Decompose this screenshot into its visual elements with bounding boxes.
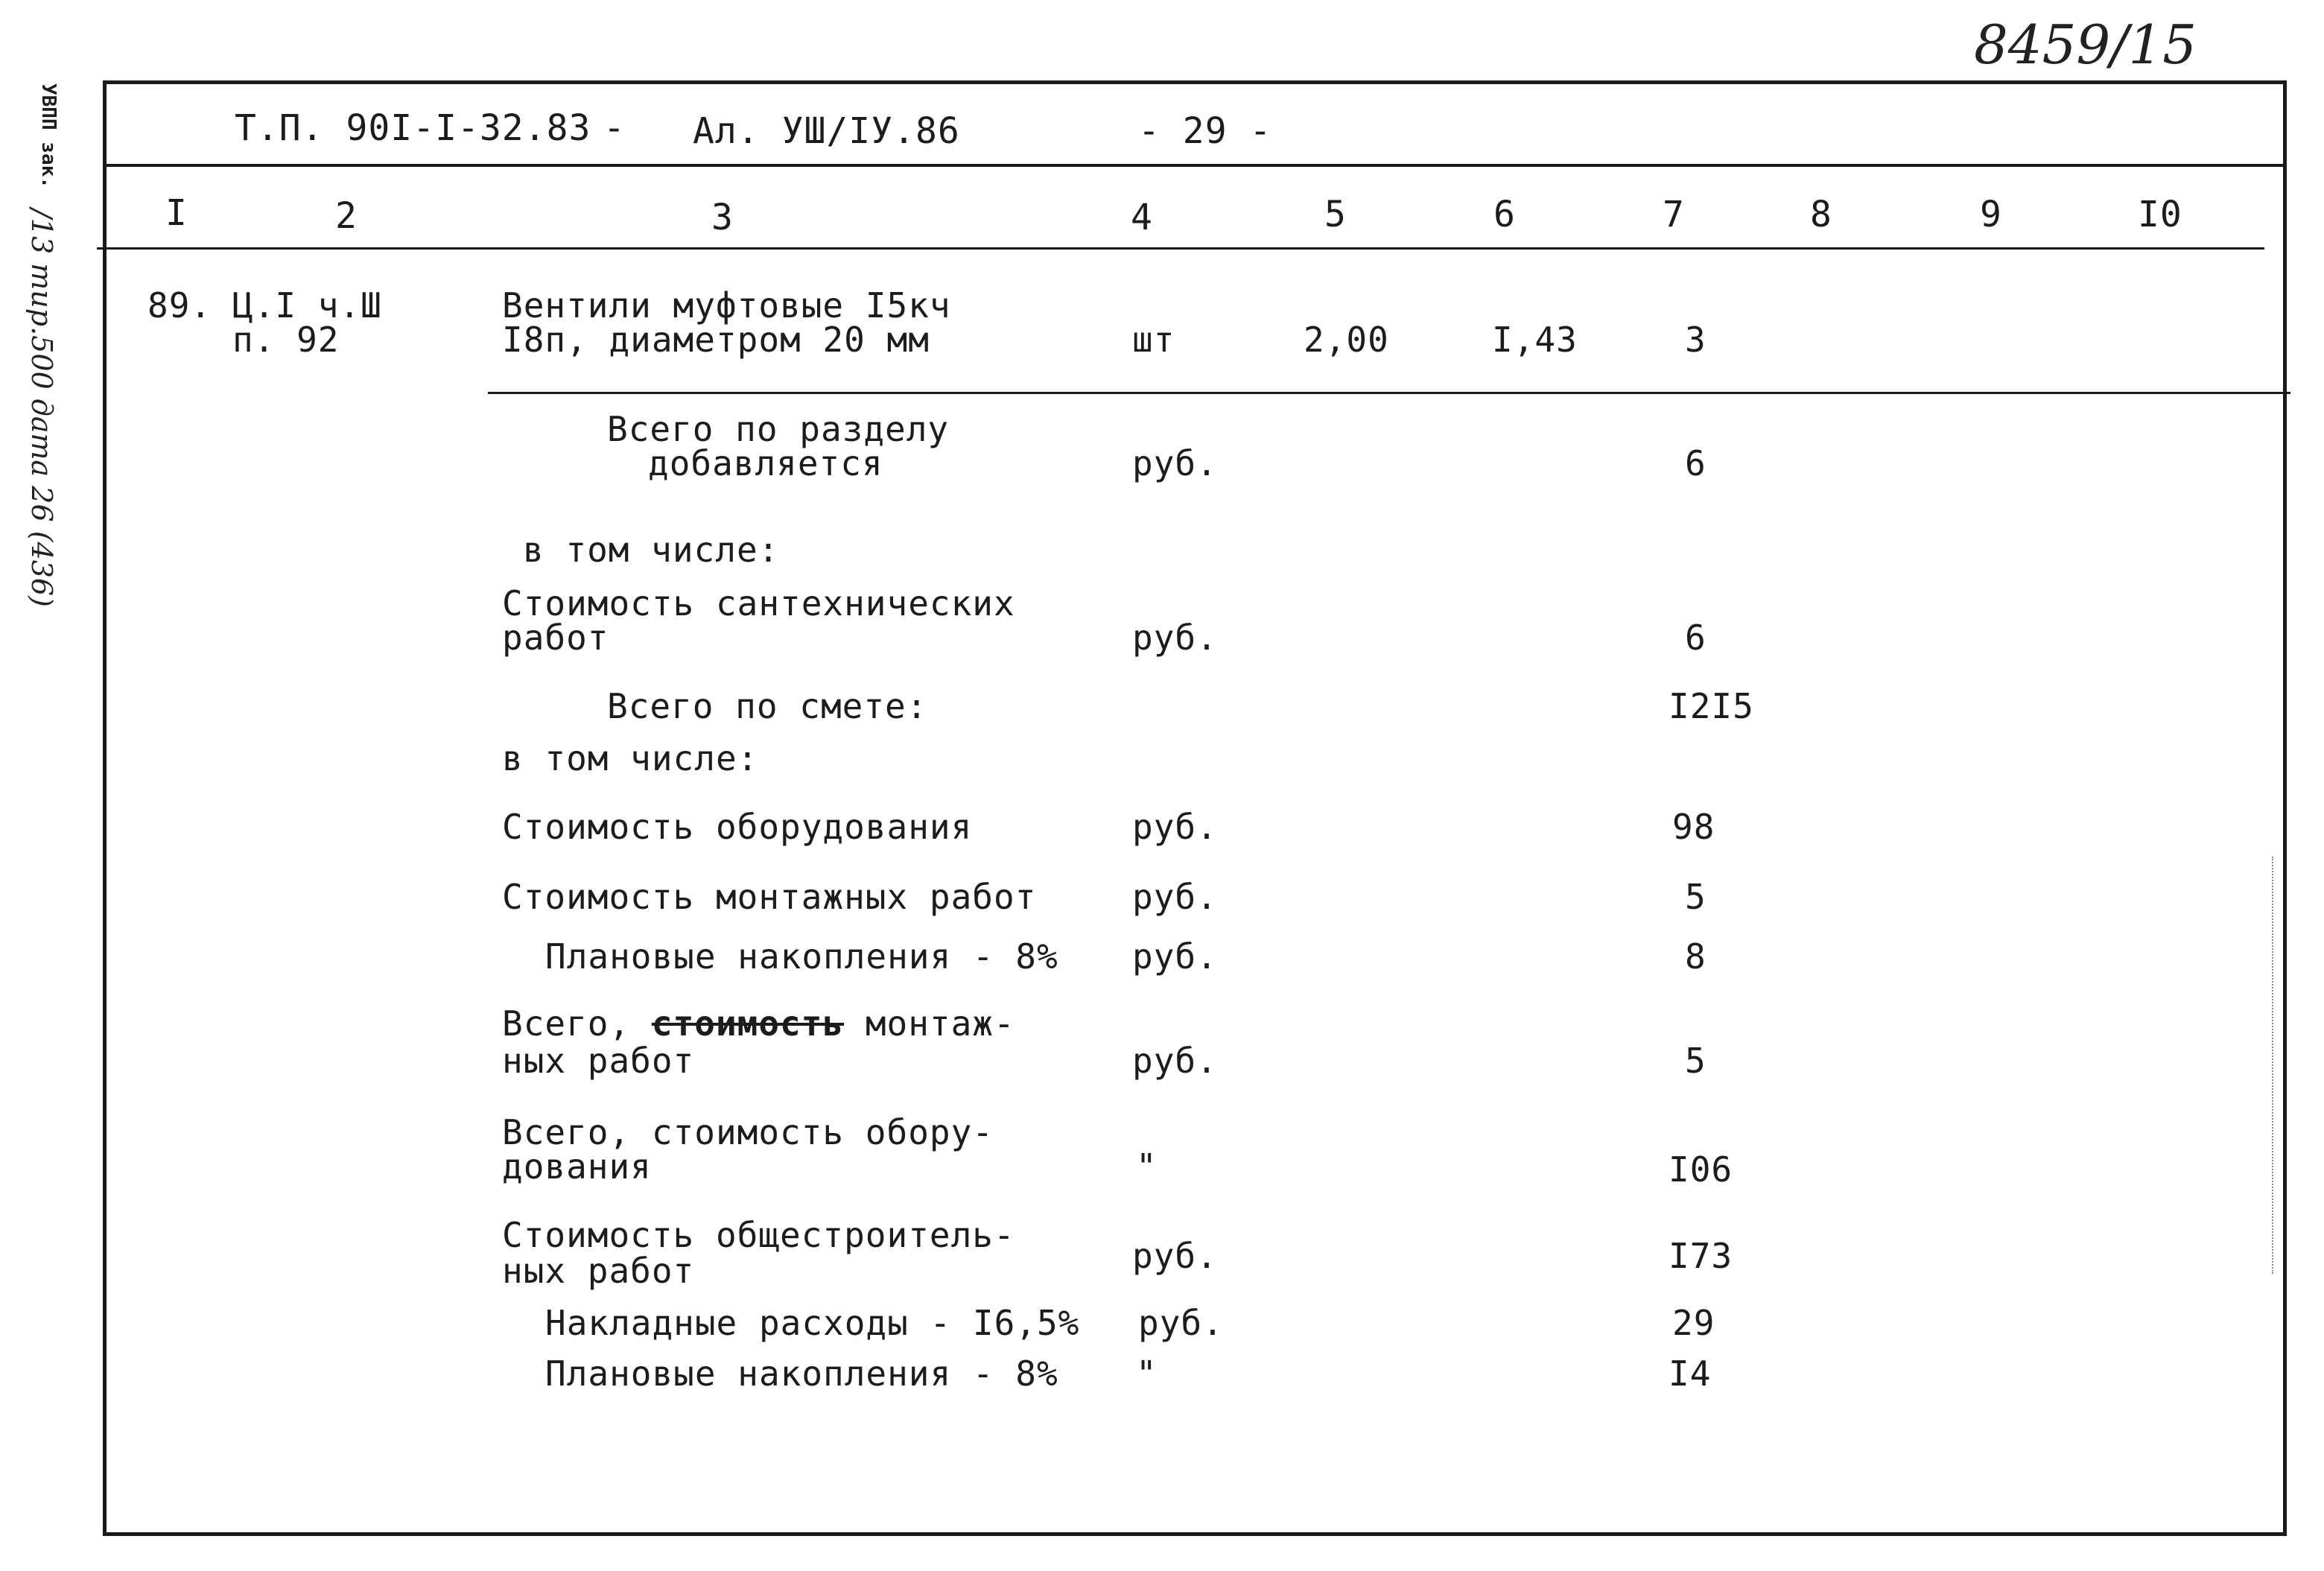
item-unit: шт <box>1132 320 1175 360</box>
item-number: 89. <box>147 285 212 326</box>
equipment-cost-value: 98 <box>1672 807 1715 847</box>
overhead-label: Накладные расходы - I6,5% <box>545 1303 1080 1343</box>
page-number: - 29 - <box>1138 110 1272 152</box>
section-total-label: Всего по разделу <box>607 409 950 449</box>
planned-savings-value: 8 <box>1685 936 1707 977</box>
total-installation-value: 5 <box>1685 1041 1707 1081</box>
total-installation-rest: монтаж- <box>865 1003 1015 1044</box>
including-label: в том числе: <box>523 530 780 570</box>
total-equipment-unit: " <box>1136 1146 1158 1187</box>
column-number: 5 <box>1324 194 1347 235</box>
item-quantity: 2,00 <box>1304 320 1389 360</box>
column-number: 9 <box>1980 194 2002 235</box>
planned-savings-unit: руб. <box>1132 936 1218 977</box>
planned-savings-label: Плановые накопления - 8% <box>545 1353 1058 1394</box>
estimate-total-label: Всего по смете: <box>607 686 928 726</box>
construction-cost-label-2: ных работ <box>502 1251 695 1291</box>
installation-cost-unit: руб. <box>1132 877 1218 917</box>
construction-cost-value: I73 <box>1669 1236 1733 1276</box>
header-dash: - <box>603 107 626 149</box>
margin-stamp: УВПП зак. <box>37 83 60 188</box>
including-label: в том числе: <box>502 738 759 778</box>
item-code-line2: п. 92 <box>232 320 340 360</box>
column-number: I <box>165 192 188 234</box>
overhead-value: 29 <box>1672 1303 1715 1343</box>
column-number: 2 <box>335 195 358 237</box>
doc-code: Т.П. 90I-I-32.83 <box>235 107 591 149</box>
item-total: 3 <box>1685 320 1707 360</box>
planned-savings-label: Плановые накопления - 8% <box>545 936 1058 977</box>
corner-note: 8459/15 <box>1974 13 2197 76</box>
planned-savings-value: I4 <box>1669 1353 1712 1394</box>
equipment-cost-label: Стоимость оборудования <box>502 807 973 847</box>
plumbing-cost-value: 6 <box>1685 618 1707 658</box>
margin-note: /13 тир.500 дата 26 (436) <box>25 209 58 607</box>
section-total-unit: руб. <box>1132 443 1218 483</box>
struck-word: стоимость <box>651 1003 845 1044</box>
total-equipment-label-2: дования <box>502 1146 652 1187</box>
item-rule <box>488 392 2290 394</box>
construction-cost-label: Стоимость общестроитель- <box>502 1215 1015 1255</box>
total-installation-label-2: ных работ <box>502 1041 695 1081</box>
columns-rule <box>97 247 2264 250</box>
column-number: I0 <box>2138 194 2182 235</box>
total-installation-prefix: Всего, <box>502 1003 631 1044</box>
installation-cost-label: Стоимость монтажных работ <box>502 877 1037 917</box>
total-installation-unit: руб. <box>1132 1041 1218 1081</box>
planned-savings-unit: " <box>1136 1353 1158 1394</box>
overhead-unit: руб. <box>1138 1303 1224 1343</box>
item-description-line1: Вентили муфтовые I5кч <box>502 285 951 326</box>
scan-artifact <box>2272 857 2273 1274</box>
plumbing-cost-label: Стоимость сантехнических <box>502 583 1015 623</box>
total-installation-label <box>502 1003 1015 1044</box>
construction-cost-unit: руб. <box>1132 1236 1218 1276</box>
total-equipment-value: I06 <box>1669 1149 1733 1190</box>
item-description-line2: I8п, диаметром 20 мм <box>502 320 930 360</box>
item-price: I,43 <box>1492 320 1578 360</box>
album-code: Ал. УШ/IУ.86 <box>693 110 960 152</box>
column-number: 6 <box>1493 194 1516 235</box>
estimate-total-value: I2I5 <box>1669 686 1754 726</box>
column-number: 8 <box>1810 194 1832 235</box>
plumbing-cost-label-2: работ <box>502 618 609 658</box>
installation-cost-value: 5 <box>1685 877 1707 917</box>
item-code-line1: Ц.I ч.Ш <box>232 285 382 326</box>
plumbing-cost-unit: руб. <box>1132 618 1218 658</box>
total-equipment-label: Всего, стоимость обору- <box>502 1112 994 1152</box>
column-number: 4 <box>1131 197 1153 238</box>
column-number: 3 <box>711 197 734 238</box>
header-rule <box>103 164 2287 167</box>
equipment-cost-unit: руб. <box>1132 807 1218 847</box>
section-total-label-2: добавляется <box>648 443 883 483</box>
column-number: 7 <box>1663 194 1685 235</box>
section-total-value: 6 <box>1685 443 1707 483</box>
